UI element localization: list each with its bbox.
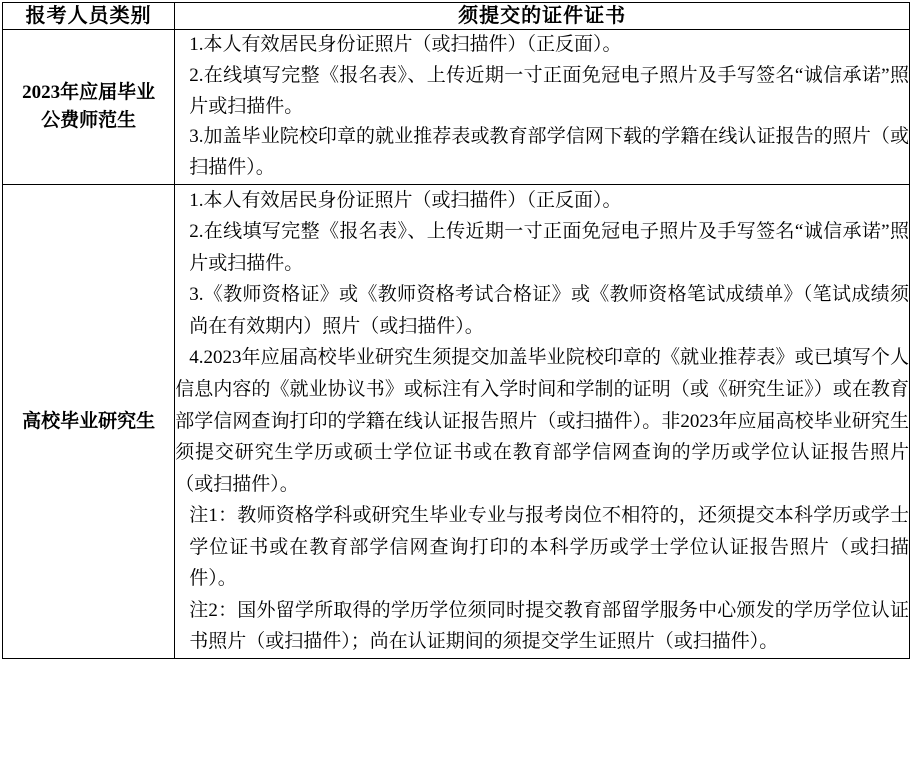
header-documents: 须提交的证件证书 xyxy=(175,3,910,30)
table-header-row xyxy=(3,3,910,30)
document-note: 注2：国外留学所取得的学历学位须同时提交教育部留学服务中心颁发的学历学位认证书照片（或扫描件）；尚在认证期间的须提交学生证照片（或扫描件）。 xyxy=(189,599,909,653)
table-row xyxy=(3,30,910,185)
document-item: 4.2023年应届高校毕业研究生须提交加盖毕业院校印章的《就业推荐表》或已填写个人信息内容的《就业协议书》或标注有入学时间和学制的证明（或《研究生证》）或在教育部学信网查询打印的学籍在线认证报告照片（或扫描件）。非2023年应届高校毕业研究生须提交研究生学历或硕士学位证书或在教育部学信网查询的学历或学位认证报告照片（或扫描件）。 xyxy=(175,347,909,495)
document-item: 3.《教师资格证》或《教师资格考试合格证》或《教师资格笔试成绩单》（笔试成绩须尚在有效期内）照片（或扫描件）。 xyxy=(189,284,909,337)
table-row xyxy=(3,184,910,658)
header-category: 报考人员类别 xyxy=(3,3,175,30)
document-item: 3.加盖毕业院校印章的就业推荐表或教育部学信网下载的学籍在线认证报告的照片（或扫描件）。 xyxy=(189,126,909,179)
category-line: 2023年应届毕业 xyxy=(22,82,156,104)
document-item: 2.在线填写完整《报名表》、上传近期一寸正面免冠电子照片及手写签名“诚信承诺”照片或扫描件。 xyxy=(189,221,909,274)
category-cell-2 xyxy=(3,184,175,658)
document-item: 1.本人有效居民身份证照片（或扫描件）（正反面）。 xyxy=(189,34,622,55)
requirements-table xyxy=(2,2,910,659)
category-line: 高校毕业研究生 xyxy=(22,410,156,432)
documents-cell-1 xyxy=(175,30,910,185)
category-cell-1 xyxy=(3,30,175,185)
documents-cell-2 xyxy=(175,184,910,658)
document-note: 注1：教师资格学科或研究生毕业专业与报考岗位不相符的，还须提交本科学历或学士学位证书或在教育部学信网查询打印的本科学历或学士学位认证报告照片（或扫描件）。 xyxy=(189,505,909,590)
document-item: 1.本人有效居民身份证照片（或扫描件）（正反面）。 xyxy=(189,189,622,211)
category-line: 公费师范生 xyxy=(41,109,137,131)
document-item: 2.在线填写完整《报名表》、上传近期一寸正面免冠电子照片及手写签名“诚信承诺”照片或扫描件。 xyxy=(189,64,909,117)
